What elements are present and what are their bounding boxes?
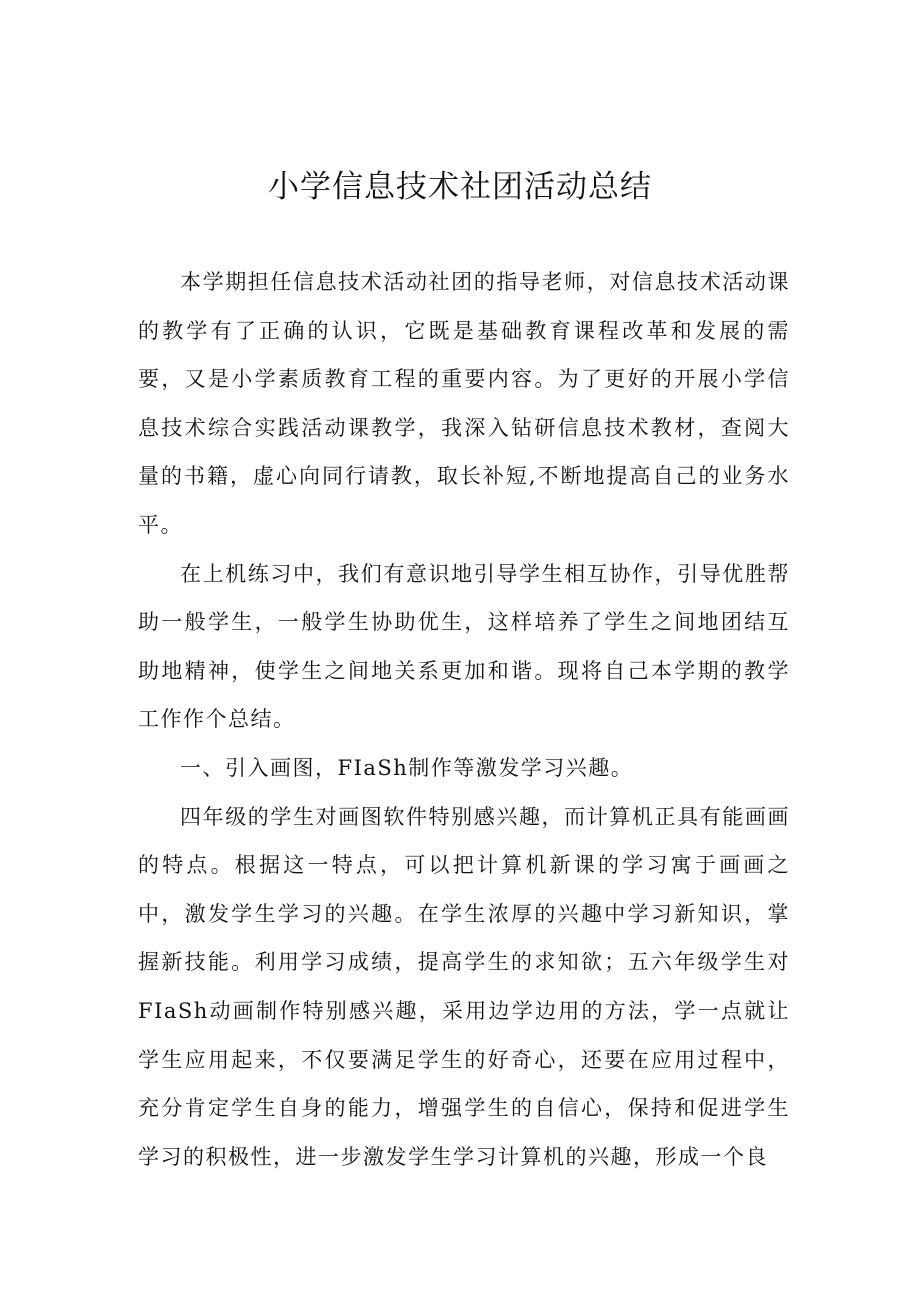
paragraph-interest: 四年级的学生对画图软件特别感兴趣，而计算机正具有能画画的特点。根据这一特点，可以把计算机新课的学习寓于画画之中，激发学生学习的兴趣。在学生浓厚的兴趣中学习新知识，掌握新技能。利用学习成绩，提高学生的求知欲；五六年级学生对FIaSh动画制作特别感兴趣，采用边学边用的方法，学一点就让学生应用起来，不仅要满足学生的好奇心，还要在应用过程中，充分肯定学生自身的能力，增强学生的自信心，保持和促进学生学习的积极性，进一步激发学生学习计算机的兴趣，形成一个良 xyxy=(138,804,790,1169)
document-title: 小学信息技术社团活动总结 xyxy=(268,169,652,205)
paragraph-intro: 本学期担任信息技术活动社团的指导老师，对信息技术活动课的教学有了正确的认识，它既是基础教育课程改革和发展的需要，又是小学素质教育工程的重要内容。为了更好的开展小学信息技术综合实践活动课教学，我深入钻研信息技术教材，查阅大量的书籍，虚心向同行请教，取长补短,不断地提高自己的业务水平。 xyxy=(138,270,790,537)
section-heading-1: 一、引入画图，FIaSh制作等激发学习兴趣。 xyxy=(180,755,634,780)
document-body xyxy=(138,258,790,1181)
paragraph-practice: 在上机练习中，我们有意识地引导学生相互协作，引导优胜帮助一般学生，一般学生协助优生，这样培养了学生之间地团结互助地精神，使学生之间地关系更加和谐。现将自己本学期的教学工作作个总结。 xyxy=(138,561,790,732)
